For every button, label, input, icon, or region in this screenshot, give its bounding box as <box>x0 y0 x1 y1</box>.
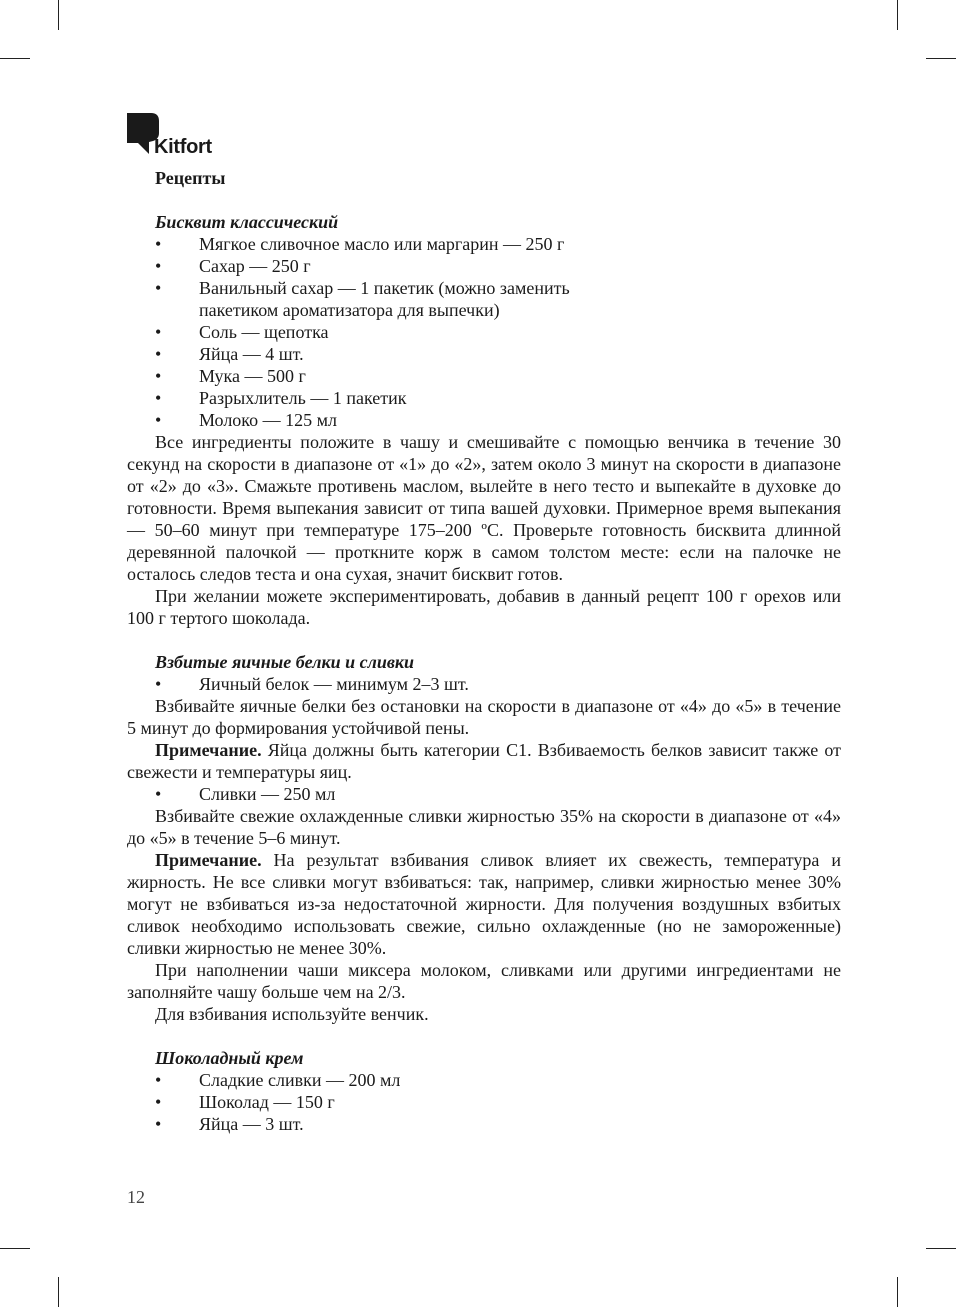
section-title: Рецепты <box>155 168 226 188</box>
crop-mark <box>926 58 956 59</box>
paragraph: Все ингредиенты положите в чашу и смешивайте с помощью венчика в течение 30 секунд на скорости в диапазоне от «1» до «2», затем около 3 минут на скорости в диапазоне от «2» до «3». Смажьте противень маслом, вылейте в него тесто и выпекайте в духовке до готовности. Время выпекания зависит от типа вашей духовки. Примерное время выпекания — 50–60 минут при температуре 175–200 ºC. Проверьте готовность бисквита длинной деревянной палочкой — проткните корж в самом толстом месте: если на палочке не осталось следов теста и она сухая, значит бисквит готов. <box>127 432 841 584</box>
list-item: • Сладкие сливки — 200 мл <box>155 1070 401 1090</box>
list-item: • Яичный белок — минимум 2–3 шт. <box>155 674 469 694</box>
list-item: • Ванильный сахар — 1 пакетик (можно заменить <box>155 278 570 298</box>
crop-mark <box>0 58 30 59</box>
page-number: 12 <box>127 1187 145 1207</box>
recipe-title: Взбитые яичные белки и сливки <box>155 652 415 672</box>
list-item: • Яйца — 3 шт. <box>155 1114 304 1134</box>
page-content <box>127 167 841 1135</box>
note-paragraph: Примечание. На результат взбивания сливок влияет их свежесть, температура и жирность. Не все сливки могут взбиваться: так, например, сливки жирностью менее 30% могут не взбиваться из-за недостаточной жирности. Для получения воздушных взбитых сливок необходимо использовать свежие, сильно охлажденные (но не замороженные) сливки жирностью не менее 30%. <box>127 850 841 958</box>
list-item: • Соль — щепотка <box>155 322 329 342</box>
list-item-continuation: пакетиком ароматизатора для выпечки) <box>199 300 500 320</box>
crop-mark <box>926 1248 956 1249</box>
list-item: • Сахар — 250 г <box>155 256 311 276</box>
list-item: • Молоко — 125 мл <box>155 410 338 430</box>
note-paragraph: Примечание. Яйца должны быть категории С1. Взбиваемость белков зависит также от свежести и температуры яиц. <box>127 740 841 782</box>
note-label: Примечание. <box>155 740 262 760</box>
crop-mark <box>58 1277 59 1307</box>
paragraph: Взбивайте свежие охлажденные сливки жирностью 35% на скорости в диапазоне от «4» до «5» в течение 5–6 минут. <box>127 806 841 848</box>
list-item: • Сливки — 250 мл <box>155 784 336 804</box>
note-label: Примечание. <box>155 850 262 870</box>
crop-mark <box>897 1277 898 1307</box>
paragraph: Для взбивания используйте венчик. <box>155 1004 429 1024</box>
list-item: • Яйца — 4 шт. <box>155 344 304 364</box>
recipe-title: Шоколадный крем <box>155 1048 304 1068</box>
recipe-title: Бисквит классический <box>155 212 339 232</box>
list-item: • Мягкое сливочное масло или маргарин — 250 г <box>155 234 565 254</box>
crop-mark <box>897 0 898 30</box>
list-item: • Разрыхлитель — 1 пакетик <box>155 388 407 408</box>
paragraph: При наполнении чаши миксера молоком, сливками или другими ингредиентами не заполняйте чашу больше чем на 2/3. <box>127 960 841 1002</box>
crop-mark <box>58 0 59 30</box>
paragraph: При желании можете экспериментировать, добавив в данный рецепт 100 г орехов или 100 г тертого шоколада. <box>127 586 841 628</box>
list-item: • Мука — 500 г <box>155 366 306 386</box>
list-item: • Шоколад — 150 г <box>155 1092 335 1112</box>
paragraph: Взбивайте яичные белки без остановки на скорости в диапазоне от «4» до «5» в течение 5 минут до формирования устойчивой пены. <box>127 696 841 738</box>
crop-mark <box>0 1248 30 1249</box>
brand-name: Kitfort <box>154 136 212 158</box>
